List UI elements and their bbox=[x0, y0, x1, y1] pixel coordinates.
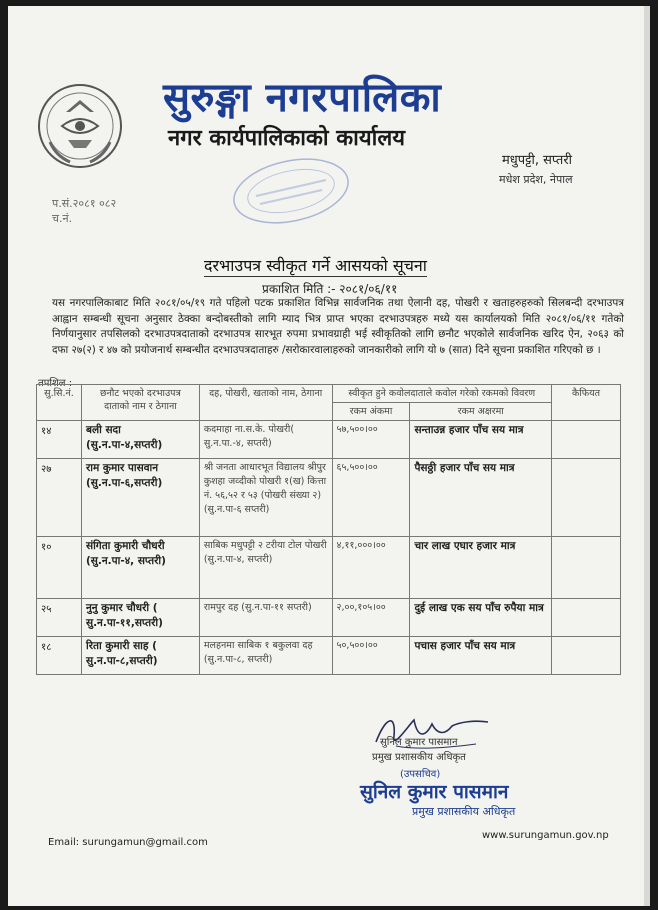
footer-website: www.surungamun.gov.np bbox=[482, 830, 609, 841]
header-sn: सु.सि.नं. bbox=[37, 385, 82, 421]
published-date: प्रकाशित मिति :- २०८१/०६/११ bbox=[262, 282, 398, 296]
signatory-title: प्रमुख प्रशासकीय अधिकृत bbox=[372, 752, 466, 763]
table-row bbox=[37, 599, 621, 637]
cell-remarks bbox=[552, 599, 621, 637]
footer-email: Email: surungamun@gmail.com bbox=[48, 837, 208, 848]
cell-sn: २५ bbox=[37, 599, 82, 637]
cell-amount-num: ४,११,०००।०० bbox=[332, 537, 410, 599]
cell-amount-words: सन्ताउन्न हजार पाँच सय मात्र bbox=[410, 421, 552, 459]
document-page bbox=[8, 6, 650, 906]
cell-pond: श्री जनता आधारभूत विद्यालय श्रीपुर कुशहा जव्दीको पोखरी १(ख) कित्ता नं. ५६,५२ र ५३ (पोखरी संख्या २) (सु.न.पा-६ सप्तरी) bbox=[199, 459, 332, 537]
notice-heading: दरभाउपत्र स्वीकृत गर्ने आसयको सूचना bbox=[204, 256, 427, 275]
cell-amount-words: चार लाख एघार हजार मात्र bbox=[410, 537, 552, 599]
office-stamp-icon bbox=[226, 156, 356, 226]
stamp-role: (उपसचिव) bbox=[400, 769, 441, 780]
cell-bidder: नुनु कुमार चौधरी ( सु.न.पा-११,सप्तरी) bbox=[81, 599, 199, 637]
cell-remarks bbox=[552, 637, 621, 675]
cell-pond: साबिक मधुपट्टी २ टरीया टोल पोखरी (सु.न.पा-४, सप्तरी) bbox=[199, 537, 332, 599]
municipality-title: सुरुङ्गा नगरपालिका bbox=[163, 75, 442, 121]
cell-pond: रामपुर दह (सु.न.पा-११ सप्तरी) bbox=[199, 599, 332, 637]
header-pond: दह, पोखरी, खताको नाम, ठेगाना bbox=[199, 385, 332, 421]
cell-pond: मलहनमा साबिक १ बकुलवा दह (सु.न.पा-८, सप्तरी) bbox=[199, 637, 332, 675]
page-edge-shadow bbox=[644, 6, 650, 906]
cell-sn: २७ bbox=[37, 459, 82, 537]
cell-bidder: रिता कुमारी साह ( सु.न.पा-८,सप्तरी) bbox=[81, 637, 199, 675]
reference-number: प.सं.२०८१ ०८२ bbox=[52, 197, 117, 210]
stamp-post: प्रमुख प्रशासकीय अधिकृत bbox=[412, 805, 516, 818]
cell-remarks bbox=[552, 459, 621, 537]
header-amount-words: रकम अक्षरमा bbox=[410, 403, 552, 421]
signatory-name: सुनिल कुमार पासमान bbox=[380, 737, 458, 748]
cell-amount-num: ५०,५००।०० bbox=[332, 637, 410, 675]
cell-sn: १४ bbox=[37, 421, 82, 459]
header-amount-group: स्वीकृत हुने कवोलदाताले कवोल गरेको रकमको विवरण bbox=[332, 385, 552, 403]
cell-bidder: राम कुमार पासवान (सु.न.पा-६,सप्तरी) bbox=[81, 459, 199, 537]
dispatch-number: च.नं. bbox=[52, 212, 73, 225]
table-header-row bbox=[37, 385, 621, 403]
header-bidder: छनौट भएको दरभाउपत्र दाताको नाम र ठेगाना bbox=[81, 385, 199, 421]
appendix-label: तपशिल : bbox=[38, 378, 73, 389]
cell-amount-words: पैसठ्ठी हजार पाँच सय मात्र bbox=[410, 459, 552, 537]
address-line-2: मधेश प्रदेश, नेपाल bbox=[499, 173, 573, 186]
cell-bidder: बली सदा (सु.न.पा-४,सप्तरी) bbox=[81, 421, 199, 459]
cell-sn: १० bbox=[37, 537, 82, 599]
office-subtitle: नगर कार्यपालिकाको कार्यालय bbox=[168, 126, 405, 151]
cell-pond: कदमाहा ना.स.के. पोखरी( सु.न.पा.-४, सप्तरी) bbox=[199, 421, 332, 459]
table-row bbox=[37, 459, 621, 537]
cell-bidder: संगिता कुमारी चौधरी (सु.न.पा-४, सप्तरी) bbox=[81, 537, 199, 599]
notice-body: यस नगरपालिकाबाट मिति २०८१/०५/१९ गते पहिलो पटक प्रकाशित विभिन्न सार्वजनिक तथा ऐलानी दह, पोखरी र खताहरुहरुको सिलबन्दी दरभाउपत्र आह्वान सम्बन्धी सूचना अनुसार ठेक्का बन्दोबस्तीको लागि म्याद भित्र प्राप्त भएका दरभाउपत्रहरु मध्ये यस कार्यालयको मिति २०८१/०६/११ गतेको निर्णयानुसार तपसिलको दरभाउपत्रदाताको दरभाउपत्र सारभूत रुपमा प्रभावग्राही भई स्वीकृतिको लागि छनौट भएकोले सार्वजनिक खरिद ऐन, २०६३ को दफा २७(२) र ४७ को प्रयोजनार्थ सम्बन्धीत दरभाउपत्रदाताहरु /सरोकारवालाहरुको जानकारीको लागि यो ७ (सात) दिने सूचना प्रकाशित गरिएको छ । bbox=[52, 297, 624, 356]
cell-amount-words: पचास हजार पाँच सय मात्र bbox=[410, 637, 552, 675]
cell-amount-num: ५७,५००।०० bbox=[332, 421, 410, 459]
header-amount-num: रकम अंकमा bbox=[332, 403, 410, 421]
stamp-name: सुनिल कुमार पासमान bbox=[360, 781, 509, 803]
table-row bbox=[37, 637, 621, 675]
address-line-1: मधुपट्टी, सप्तरी bbox=[502, 153, 573, 168]
cell-remarks bbox=[552, 537, 621, 599]
government-emblem-icon bbox=[36, 82, 124, 170]
cell-amount-num: ६५,५००।०० bbox=[332, 459, 410, 537]
table-row bbox=[37, 421, 621, 459]
cell-remarks bbox=[552, 421, 621, 459]
header-remarks: कैफियत bbox=[552, 385, 621, 421]
table-row bbox=[37, 537, 621, 599]
bids-table bbox=[36, 384, 621, 675]
cell-amount-num: २,००,१०५।०० bbox=[332, 599, 410, 637]
cell-amount-words: दुई लाख एक सय पाँच रुपैया मात्र bbox=[410, 599, 552, 637]
cell-sn: १८ bbox=[37, 637, 82, 675]
